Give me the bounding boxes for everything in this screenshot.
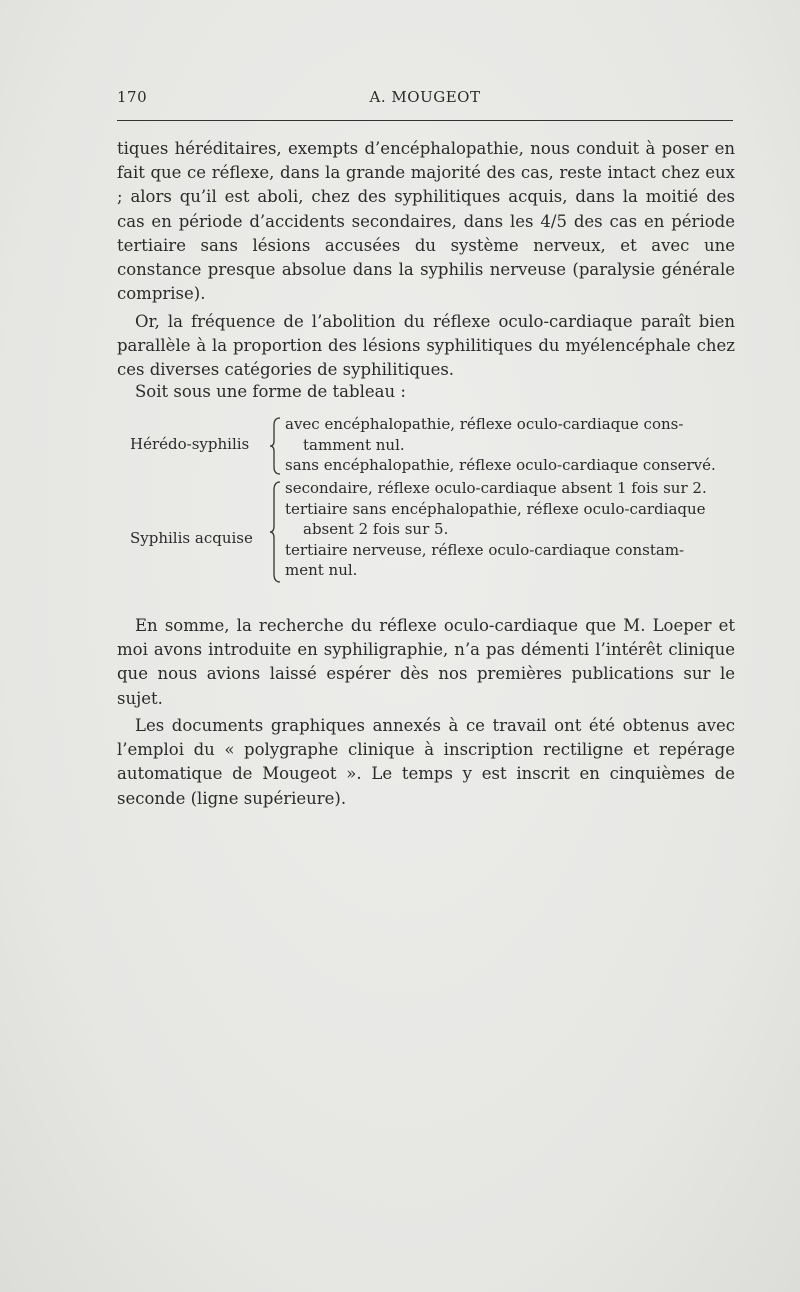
table-item: secondaire, réflexe oculo-cardiaque absent 1 fois sur 2. bbox=[285, 479, 707, 497]
table-group-label: Syphilis acquise bbox=[130, 529, 253, 547]
page-number: 170 bbox=[117, 88, 148, 106]
paragraph-2-text: Or, la fréquence de l’abolition du réflexe oculo-cardiaque paraît bien parallèle à la proportion des lésions syphilitiques du myélencéphale chez ces diverses catégories de syphilitiques. bbox=[117, 312, 735, 380]
running-head: A. MOUGEOT bbox=[369, 88, 481, 106]
paragraph-4 bbox=[117, 614, 735, 711]
header-rule bbox=[117, 120, 733, 121]
table-item bbox=[285, 540, 738, 581]
table-group-label: Hérédo-syphilis bbox=[130, 435, 250, 453]
paragraph-1-text: tiques héréditaires, exempts d’encéphalopathie, nous conduit à poser en fait que ce réflexe, dans la grande majorité des cas, reste intact chez eux ; alors qu’il est aboli, chez des syphilitiques acquis, dans la moitié des cas en période d’accidents secondaires, dans les 4/5 des cas en période tertiaire sans lésions accusées du système nerveux, et avec une constance presque absolue dans la syphilis nerveuse (paralysie générale comprise). bbox=[117, 139, 735, 304]
page-header bbox=[117, 88, 733, 110]
table-item-line: tamment nul. bbox=[303, 435, 405, 454]
table-item: sans encéphalopathie, réflexe oculo-cardiaque conservé. bbox=[285, 456, 716, 474]
paragraph-3 bbox=[117, 380, 735, 404]
table-item-line: absent 2 fois sur 5. bbox=[303, 520, 449, 538]
paragraph-3-text: Soit sous une forme de tableau : bbox=[135, 382, 406, 401]
paragraph-5-text: Les documents graphiques annexés à ce travail ont été obtenus avec l’emploi du « polygraphe clinique à inscription rectiligne et repérage automatique de Mougeot ». Le temps y est inscrit en cinquièmes de seconde (ligne supérieure). bbox=[117, 716, 735, 808]
paragraph-5 bbox=[117, 714, 735, 811]
table-group-items bbox=[285, 478, 738, 581]
table-item bbox=[285, 414, 738, 455]
table-item-line: tertiaire nerveuse, réflexe oculo-cardiaque constam- bbox=[285, 540, 685, 559]
paragraph-2 bbox=[117, 310, 735, 383]
table-group-items bbox=[285, 414, 738, 476]
table-item-line: avec encéphalopathie, réflexe oculo-cardiaque cons- bbox=[285, 415, 684, 433]
paragraph-4-text: En somme, la recherche du réflexe oculo-cardiaque que M. Loeper et moi avons introduite en syphiligraphie, n’a pas démenti l’intérêt clinique que nous avions laissé espérer dès nos premières publications sur le sujet. bbox=[117, 616, 735, 708]
table-item bbox=[285, 499, 738, 540]
table-item-line: tertiaire sans encéphalopathie, réflexe oculo-cardiaque bbox=[285, 499, 706, 518]
table-item-line: ment nul. bbox=[285, 561, 358, 579]
brace-icon bbox=[270, 481, 282, 583]
brace-icon bbox=[270, 417, 282, 475]
paragraph-1 bbox=[117, 137, 735, 306]
